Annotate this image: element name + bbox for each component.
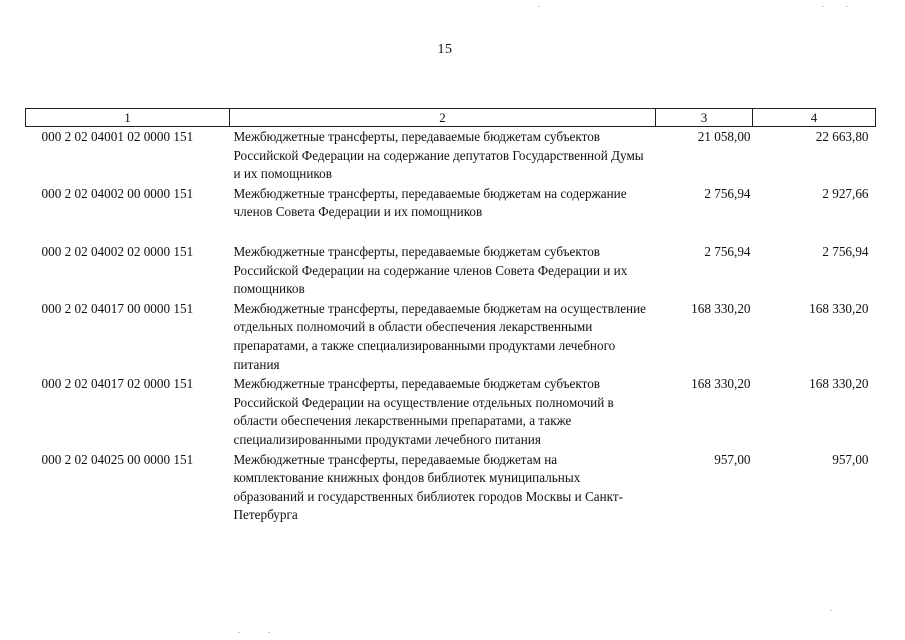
budget-code: 000 2 02 04002 02 0000 151 xyxy=(41,243,194,259)
table-row xyxy=(26,299,876,374)
value-col3: 168 330,20 xyxy=(691,376,751,392)
value-col4: 168 330,20 xyxy=(809,376,869,392)
value-col4: 22 663,80 xyxy=(815,129,869,144)
value-col4: 957,00 xyxy=(832,451,869,467)
value-col3: 168 330,20 xyxy=(691,300,751,316)
row-description: Межбюджетные трансферты, передаваемые бюджетам субъектов Российской Федерации на содержание членов Совета Федерации и их помощников xyxy=(233,243,628,297)
value-col4: 168 330,20 xyxy=(809,300,869,316)
scan-speck xyxy=(822,6,824,7)
budget-code: 000 2 02 04002 00 0000 151 xyxy=(41,185,194,201)
row-description: Межбюджетные трансферты, передаваемые бюджетам на комплектование книжных фондов библиотек муниципальных образований и государственных библиотек городов Москвы и Санкт-Петербурга xyxy=(233,451,624,523)
budget-code: 000 2 02 04025 00 0000 151 xyxy=(41,451,194,467)
scan-speck xyxy=(538,6,540,7)
column-header-3: 3 xyxy=(656,109,753,127)
table-row xyxy=(26,127,876,184)
row-description: Межбюджетные трансферты, передаваемые бюджетам субъектов Российской Федерации на содержание депутатов Государственной Думы и их помощников xyxy=(233,129,644,182)
budget-code: 000 2 02 04017 00 0000 151 xyxy=(41,300,194,316)
value-col4: 2 927,66 xyxy=(822,185,869,201)
scan-speck xyxy=(830,610,832,611)
scan-speck xyxy=(268,632,270,633)
table-row xyxy=(26,374,876,449)
table-row xyxy=(26,450,876,525)
value-col3: 21 058,00 xyxy=(697,129,751,144)
budget-table xyxy=(25,108,876,525)
value-col4: 2 756,94 xyxy=(822,243,869,259)
row-description: Межбюджетные трансферты, передаваемые бюджетам на содержание членов Совета Федерации и их помощников xyxy=(233,185,627,220)
value-col3: 2 756,94 xyxy=(704,185,751,201)
row-description: Межбюджетные трансферты, передаваемые бюджетам субъектов Российской Федерации на осуществление отдельных полномочий в области обеспечения лекарственными препаратами, а также специализированными продуктами лечебного питания xyxy=(233,376,614,447)
budget-code: 000 2 02 04017 02 0000 151 xyxy=(41,376,194,392)
table-row xyxy=(26,184,876,242)
page-number: 15 xyxy=(437,42,453,57)
value-col3: 957,00 xyxy=(714,451,751,467)
column-header-4: 4 xyxy=(753,109,876,127)
column-header-1: 1 xyxy=(26,109,230,127)
table-row xyxy=(26,242,876,299)
table-header-row xyxy=(26,109,876,127)
value-col3: 2 756,94 xyxy=(704,243,751,259)
scan-speck xyxy=(846,6,848,7)
column-header-2: 2 xyxy=(230,109,656,127)
scan-speck xyxy=(238,632,240,633)
row-description: Межбюджетные трансферты, передаваемые бюджетам на осуществление отдельных полномочий в области обеспечения лекарственными препаратами, а также специализированными продуктами лечебного питания xyxy=(233,300,647,372)
budget-code: 000 2 02 04001 02 0000 151 xyxy=(41,129,194,144)
